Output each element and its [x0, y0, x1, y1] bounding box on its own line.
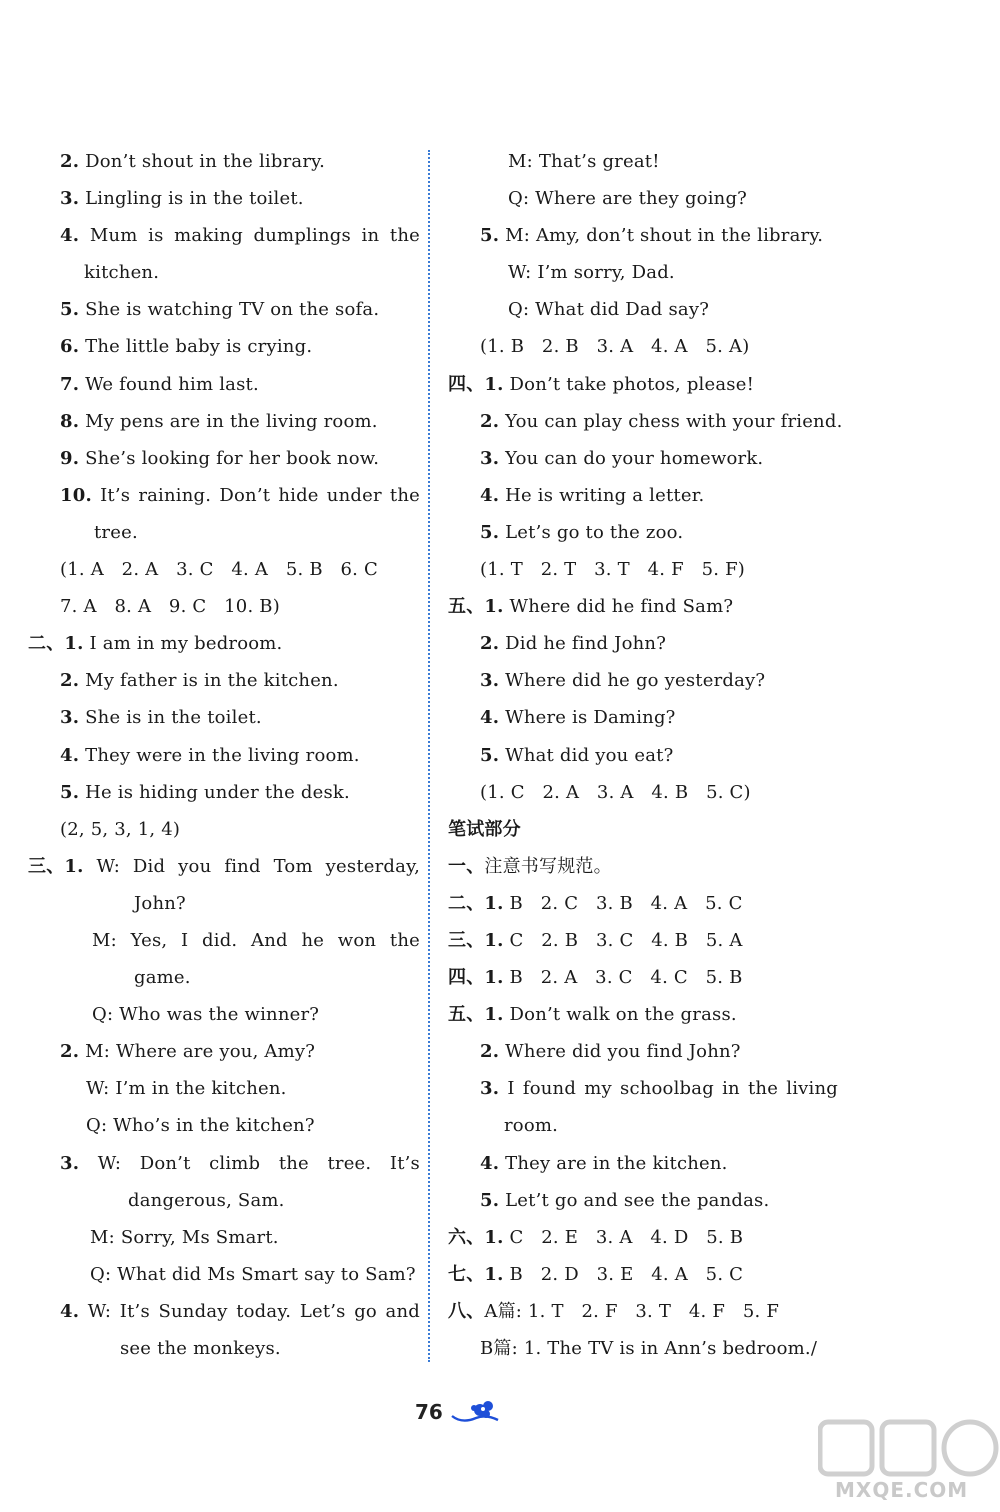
- item-number: 4.: [60, 744, 80, 766]
- item-number: 4.: [480, 707, 500, 729]
- right-answer-line: [448, 922, 838, 959]
- answer-text: Q: Where are they going?: [508, 188, 748, 210]
- item-number: 8.: [60, 410, 80, 432]
- item-number: 1.: [484, 892, 504, 914]
- answer-text: I am in my bedroom.: [83, 633, 283, 655]
- right-answer-line: [448, 514, 838, 551]
- left-answer-line: [28, 625, 420, 662]
- answer-text: What did you eat?: [499, 744, 674, 766]
- left-answer-line: [28, 1145, 420, 1182]
- section-number: 四、: [448, 373, 485, 395]
- left-answer-line: [28, 1293, 420, 1330]
- answer-text: Q: What did Dad say?: [508, 299, 710, 321]
- watermark-url: MXQE.COM: [835, 1478, 969, 1502]
- answer-text: B 2. A 3. C 4. C 5. B: [503, 967, 743, 989]
- answer-text: She’s looking for her book now.: [79, 447, 380, 469]
- answer-text: Where is Daming?: [499, 707, 676, 729]
- answer-text: B 2. D 3. E 4. A 5. C: [503, 1263, 744, 1285]
- answer-text: see the monkeys.: [120, 1338, 281, 1359]
- item-number: 10.: [60, 484, 92, 506]
- watermark-logo-icon: [818, 1418, 1000, 1480]
- item-number: 3.: [480, 670, 500, 692]
- left-answer-line: [28, 699, 420, 736]
- item-number: 1.: [484, 1263, 504, 1285]
- item-number: 1.: [484, 967, 504, 989]
- right-answer-line: [448, 959, 838, 996]
- left-answer-line: [28, 514, 420, 551]
- right-answer-line: [448, 1107, 838, 1144]
- item-number: 1.: [484, 373, 504, 395]
- answer-text: M: Where are you, Amy?: [79, 1041, 316, 1063]
- right-answer-line: [448, 1145, 838, 1182]
- section-number: 七、: [448, 1263, 485, 1285]
- right-answer-line: [448, 625, 838, 662]
- answer-text: W: Don’t climb the tree. It’s: [79, 1152, 420, 1174]
- left-answer-line: [28, 811, 420, 848]
- right-answer-line: [448, 737, 838, 774]
- item-number: 1.: [484, 929, 504, 951]
- right-answer-line: [448, 1293, 838, 1330]
- answer-text: Q: Who’s in the kitchen?: [86, 1115, 315, 1137]
- item-number: 2.: [480, 1041, 500, 1063]
- item-number: 4.: [480, 484, 500, 506]
- right-answer-line: [448, 774, 838, 811]
- answer-text: I found my schoolbag in the living: [499, 1078, 838, 1100]
- left-answer-line: [28, 1219, 420, 1256]
- answer-text: Don’t take photos, please!: [503, 373, 755, 395]
- right-answer-line: [448, 662, 838, 699]
- item-number: 3.: [60, 1152, 80, 1174]
- item-number: 2.: [60, 1041, 80, 1063]
- right-answer-line: [448, 143, 838, 180]
- answer-text: (1. T 2. T 3. T 4. F 5. F): [480, 559, 745, 581]
- answer-text: M: That’s great!: [508, 151, 660, 172]
- answer-text: It’s raining. Don’t hide under the: [91, 484, 420, 506]
- right-answer-line: [448, 1070, 838, 1107]
- right-answer-line: [448, 588, 838, 625]
- right-answer-line: [448, 440, 838, 477]
- answer-text: B篇: 1. The TV is in Ann’s bedroom./: [480, 1338, 818, 1359]
- right-answer-line: [448, 1033, 838, 1070]
- answer-text: Where did he go yesterday?: [499, 670, 766, 692]
- section-number: 八、: [448, 1300, 485, 1322]
- answer-text: (1. A 2. A 3. C 4. A 5. B 6. C: [60, 559, 378, 581]
- item-number: 3.: [60, 188, 80, 210]
- answer-text: dangerous, Sam.: [128, 1189, 285, 1211]
- item-number: 3.: [60, 707, 80, 729]
- section-number: 三、: [28, 855, 65, 877]
- answer-text: C 2. B 3. C 4. B 5. A: [503, 929, 743, 951]
- left-answer-line: [28, 1182, 420, 1219]
- answer-text: Q: What did Ms Smart say to Sam?: [90, 1263, 416, 1285]
- answer-text: (1. C 2. A 3. A 4. B 5. C): [480, 781, 751, 803]
- item-number: 5.: [60, 781, 80, 803]
- answer-text: Did he find John?: [499, 633, 667, 655]
- left-answer-line: [28, 1033, 420, 1070]
- left-answer-line: [28, 440, 420, 477]
- item-number: 1.: [64, 855, 84, 877]
- left-answer-line: [28, 662, 420, 699]
- answer-text: You can play chess with your friend.: [499, 410, 843, 432]
- left-answer-line: [28, 1256, 420, 1293]
- answer-text: The little baby is crying.: [79, 336, 313, 358]
- answer-text: Q: Who was the winner?: [92, 1004, 320, 1026]
- left-answer-line: [28, 366, 420, 403]
- right-answer-line: [448, 996, 838, 1033]
- right-answer-line: [448, 217, 838, 254]
- left-answer-line: [28, 774, 420, 811]
- answer-text: My pens are in the living room.: [79, 410, 378, 432]
- item-number: 3.: [480, 447, 500, 469]
- right-answer-line: [448, 1219, 838, 1256]
- item-number: 5.: [480, 521, 500, 543]
- right-answer-line: [448, 1256, 838, 1293]
- answer-text: M: Sorry, Ms Smart.: [90, 1226, 279, 1248]
- answer-text: 注意书写规范。: [484, 855, 612, 877]
- answer-text: He is writing a letter.: [499, 484, 705, 506]
- item-number: 5.: [60, 299, 80, 321]
- answer-text: A篇: 1. T 2. F 3. T 4. F 5. F: [484, 1300, 780, 1322]
- item-number: 2.: [480, 410, 500, 432]
- left-answer-line: [28, 1070, 420, 1107]
- item-number: 1.: [484, 1226, 504, 1248]
- right-answer-line: [448, 1182, 838, 1219]
- item-number: 5.: [480, 1189, 500, 1211]
- answer-text: W: I’m sorry, Dad.: [508, 262, 675, 284]
- item-number: 4.: [480, 1152, 500, 1174]
- answer-text: Don’t shout in the library.: [79, 151, 326, 172]
- section-number: 五、: [448, 596, 485, 618]
- right-answer-line: [448, 180, 838, 217]
- answer-text: W: I’m in the kitchen.: [86, 1078, 287, 1100]
- answer-text: Where did he find Sam?: [503, 596, 734, 618]
- answer-text: 7. A 8. A 9. C 10. B): [60, 596, 280, 618]
- item-number: 2.: [60, 151, 80, 172]
- answer-text: Let’t go and see the pandas.: [499, 1189, 770, 1211]
- answer-text: game.: [134, 967, 191, 989]
- left-answer-line: [28, 291, 420, 328]
- left-answer-line: [28, 217, 420, 254]
- left-answer-line: [28, 959, 420, 996]
- left-answer-line: [28, 403, 420, 440]
- answer-text: C 2. E 3. A 4. D 5. B: [503, 1226, 744, 1248]
- right-answer-line: [448, 551, 838, 588]
- left-answer-line: [28, 143, 420, 180]
- answer-text: M: Yes, I did. And he won the: [92, 929, 420, 951]
- right-answer-line: [448, 885, 838, 922]
- answer-text: My father is in the kitchen.: [79, 670, 339, 692]
- page-number: 76: [415, 1400, 443, 1424]
- left-answer-line: [28, 254, 420, 291]
- section-number: 四、: [448, 967, 485, 989]
- left-answer-line: [28, 885, 420, 922]
- answer-text: Mum is making dumplings in the: [79, 225, 420, 247]
- item-number: 4.: [60, 225, 80, 247]
- answer-text: They are in the kitchen.: [499, 1152, 728, 1174]
- section-number: 二、: [448, 892, 485, 914]
- section-heading: 笔试部分: [448, 818, 521, 840]
- left-answer-line: [28, 1330, 420, 1367]
- right-answer-line: [448, 328, 838, 365]
- item-number: 5.: [480, 744, 500, 766]
- right-column: [448, 143, 843, 1367]
- right-answer-line: [448, 291, 838, 328]
- item-number: 1.: [484, 596, 504, 618]
- answer-text: kitchen.: [84, 262, 160, 284]
- left-answer-line: [28, 328, 420, 365]
- left-answer-line: [28, 180, 420, 217]
- answer-text: W: It’s Sunday today. Let’s go and: [79, 1300, 420, 1322]
- answer-text: (1. B 2. B 3. A 4. A 5. A): [480, 336, 750, 358]
- answer-text: He is hiding under the desk.: [79, 781, 350, 803]
- flower-ornament-icon: [450, 1398, 502, 1426]
- answer-text: She is in the toilet.: [79, 707, 262, 729]
- left-answer-line: [28, 1107, 420, 1144]
- answer-text: W: Did you find Tom yesterday,: [83, 855, 420, 877]
- item-number: 4.: [60, 1300, 80, 1322]
- answer-text: room.: [504, 1115, 559, 1137]
- answer-text: tree.: [94, 521, 138, 543]
- section-number: 二、: [28, 633, 65, 655]
- item-number: 3.: [480, 1078, 500, 1100]
- left-answer-line: [28, 848, 420, 885]
- answer-text: Where did you find John?: [499, 1041, 741, 1063]
- right-answer-line: [448, 477, 838, 514]
- answer-text: You can do your homework.: [499, 447, 764, 469]
- left-column: [28, 143, 420, 1367]
- item-number: 6.: [60, 336, 80, 358]
- item-number: 2.: [480, 633, 500, 655]
- answer-text: She is watching TV on the sofa.: [79, 299, 380, 321]
- item-number: 5.: [480, 225, 500, 247]
- item-number: 2.: [60, 670, 80, 692]
- item-number: 9.: [60, 447, 80, 469]
- item-number: 1.: [484, 1004, 504, 1026]
- section-number: 六、: [448, 1226, 485, 1248]
- section-number: 一、: [448, 855, 485, 877]
- answer-text: (2, 5, 3, 1, 4): [60, 818, 181, 840]
- answer-text: Let’s go to the zoo.: [499, 521, 684, 543]
- right-answer-line: [448, 1330, 838, 1367]
- left-answer-line: [28, 737, 420, 774]
- left-answer-line: [28, 588, 420, 625]
- answer-text: Don’t walk on the grass.: [503, 1004, 737, 1026]
- left-answer-line: [28, 551, 420, 588]
- right-answer-line: [448, 699, 838, 736]
- right-answer-line: [448, 848, 838, 885]
- left-answer-line: [28, 996, 420, 1033]
- answer-text: M: Amy, don’t shout in the library.: [499, 225, 824, 247]
- column-divider: [428, 150, 430, 1362]
- left-answer-line: [28, 922, 420, 959]
- section-number: 三、: [448, 929, 485, 951]
- right-answer-line: [448, 811, 838, 848]
- answer-text: B 2. C 3. B 4. A 5. C: [503, 892, 743, 914]
- item-number: 7.: [60, 373, 80, 395]
- answer-text: Lingling is in the toilet.: [79, 188, 304, 210]
- answer-text: John?: [134, 892, 186, 914]
- answer-text: They were in the living room.: [79, 744, 360, 766]
- right-answer-line: [448, 403, 843, 440]
- left-answer-line: [28, 477, 420, 514]
- section-number: 五、: [448, 1004, 485, 1026]
- right-answer-line: [448, 254, 838, 291]
- item-number: 1.: [64, 633, 84, 655]
- right-answer-line: [448, 366, 838, 403]
- answer-text: We found him last.: [79, 373, 259, 395]
